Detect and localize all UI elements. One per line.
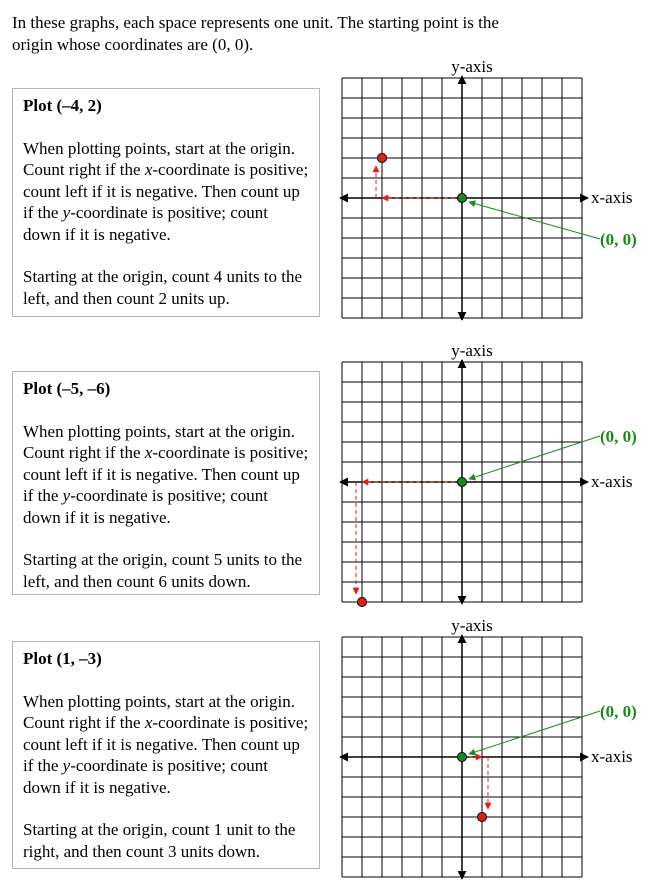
origin-callout-label: (0, 0) xyxy=(600,702,637,721)
x-axis-label: x-axis xyxy=(591,747,633,766)
instruction-box-3 xyxy=(12,641,320,869)
steps-paragraph-3: Starting at the origin, count 1 unit to the right, and then count 3 units down. xyxy=(23,820,296,861)
origin-marker xyxy=(458,478,467,487)
x-axis-label: x-axis xyxy=(591,188,633,207)
origin-callout-pointer xyxy=(469,202,600,239)
x-axis-label: x-axis xyxy=(591,472,633,491)
plot-title-1: Plot (–4, 2) xyxy=(23,96,102,115)
origin-callout-label: (0, 0) xyxy=(600,427,637,446)
intro-line-2: origin whose coordinates are (0, 0). xyxy=(12,35,254,54)
instruction-box-2 xyxy=(12,371,320,595)
coordinate-grid-2 xyxy=(330,340,650,610)
coordinate-grid-1 xyxy=(330,58,650,328)
instruction-paragraph-3: When plotting points, start at the origin. Count right if the x-coordinate is positive; count left if it is negative. Then count up if the y-coordinate is positive; count down if it is negative. xyxy=(23,691,309,797)
instruction-paragraph-1: When plotting points, start at the origin. Count right if the x-coordinate is positive; count left if it is negative. Then count up if the y-coordinate is positive; count down if it is negative. xyxy=(23,138,309,244)
plotted-point-marker xyxy=(478,813,487,822)
y-axis-label: y-axis xyxy=(451,341,493,360)
intro-text xyxy=(12,12,612,56)
origin-callout-label: (0, 0) xyxy=(600,230,637,249)
plotted-point-marker xyxy=(378,154,387,163)
coordinate-grid-3 xyxy=(330,617,650,882)
plotted-point-marker xyxy=(358,598,367,607)
plot-title-2: Plot (–5, –6) xyxy=(23,379,111,398)
intro-line-1: In these graphs, each space represents one unit. The starting point is the xyxy=(12,13,499,32)
plot-title-3: Plot (1, –3) xyxy=(23,649,102,668)
y-axis-label: y-axis xyxy=(451,616,493,635)
y-axis-label: y-axis xyxy=(451,57,493,76)
origin-marker xyxy=(458,194,467,203)
steps-paragraph-2: Starting at the origin, count 5 units to the left, and then count 6 units down. xyxy=(23,550,303,591)
steps-paragraph-1: Starting at the origin, count 4 units to the left, and then count 2 units up. xyxy=(23,267,303,308)
origin-marker xyxy=(458,753,467,762)
instruction-box-1 xyxy=(12,88,320,317)
instruction-paragraph-2: When plotting points, start at the origin. Count right if the x-coordinate is positive; count left if it is negative. Then count up if the y-coordinate is positive; count down if it is negative. xyxy=(23,421,309,527)
